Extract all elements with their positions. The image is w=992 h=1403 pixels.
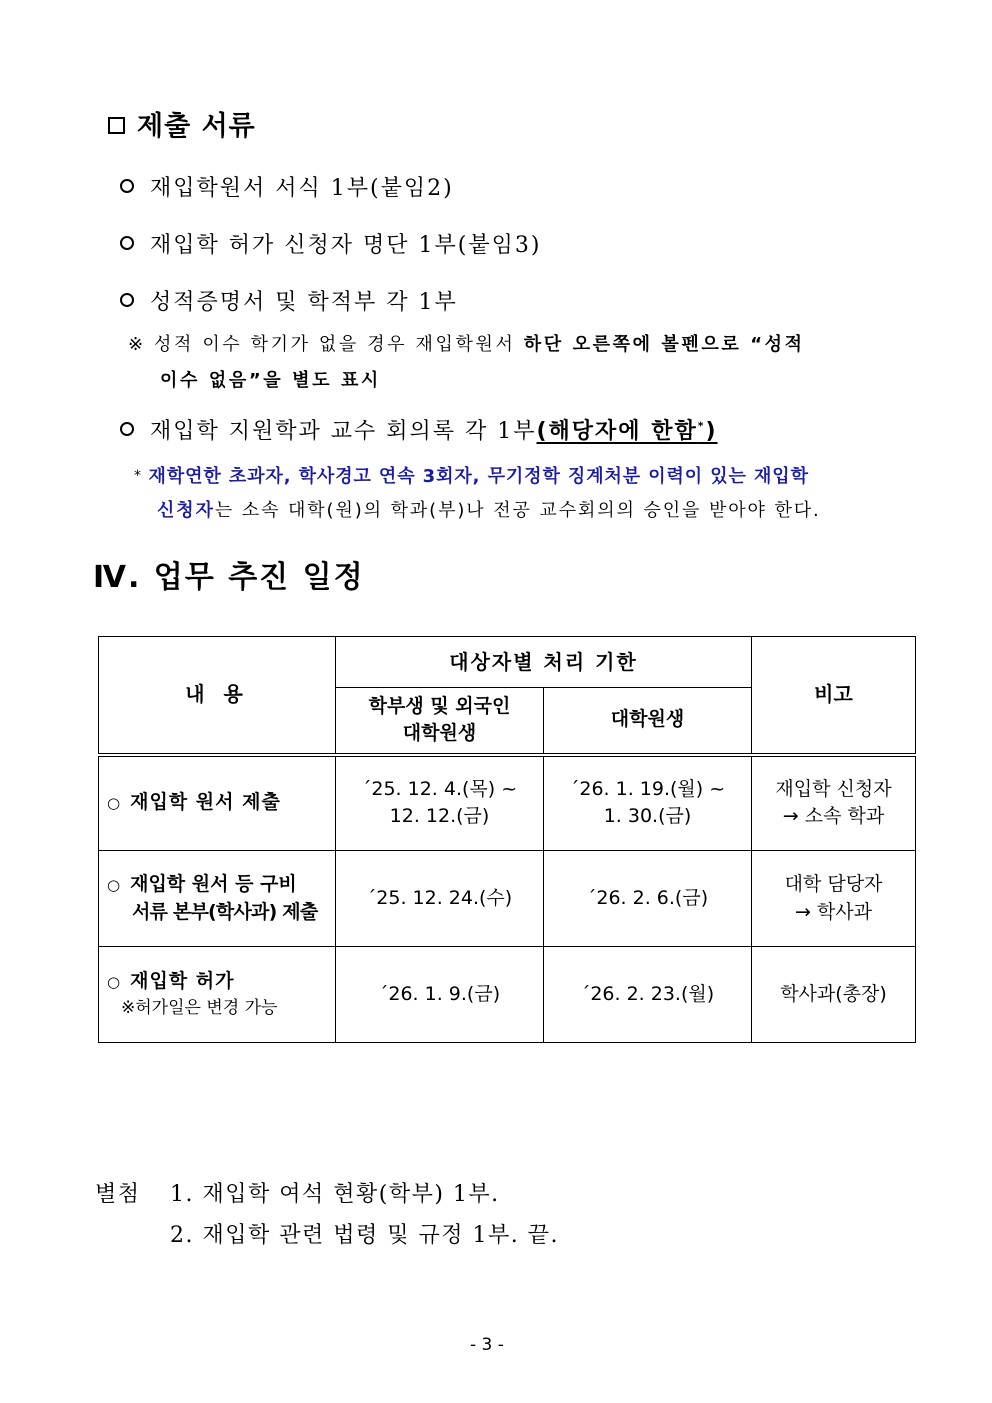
row-content-text: 재입학 허가 [130,970,235,993]
header-grad: 대학원생 [544,688,752,755]
note-line-1 [128,330,805,356]
row-content-text: 재입학 원서 등 구비 [130,872,297,895]
header-content: 내 용 [99,637,336,755]
document-item [120,414,718,445]
emphasis-close: ) [705,419,718,444]
footnote-text: 는 소속 대학(원)의 학과(부)나 전공 교수회의의 승인을 받아야 한다. [214,500,821,521]
attachments-label: 별첨 [95,1182,141,1207]
document-item [120,285,458,316]
row-undergrad-date: ´25. 12. 24.(수) [336,851,544,947]
header-remark: 비고 [752,637,916,755]
row-grad-date: ´26. 2. 6.(금) [544,851,752,947]
emphasis-text: (해당자에 한함 [536,419,698,444]
footnote-mark: * [134,468,142,484]
remark-line: 대학 담당자 [784,872,883,895]
row-undergrad-date [336,755,544,851]
row-remark [752,851,916,947]
row-bullet: ○ [107,794,121,813]
row-remark [752,755,916,851]
reference-mark: ※ [128,334,146,355]
row-grad-date [544,755,752,851]
circle-bullet-icon [120,236,134,250]
date-line: 12. 12.(금) [389,805,490,828]
schedule-table [98,636,916,1043]
date-line: ´25. 12. 4.(목) ~ [361,777,518,800]
row-content-note: ※허가일은 변경 가능 [121,997,278,1018]
table-row [99,755,916,851]
remark-line: → 학사과 [794,900,873,923]
circle-bullet-icon [120,179,134,193]
row-content-text: 재입학 원서 제출 [130,791,281,814]
row-content [99,851,336,947]
header-undergrad-line: 대학원생 [402,722,477,745]
row-undergrad-date: ´26. 1. 9.(금) [336,947,544,1043]
table-row [99,851,916,947]
footnote-line-2 [157,496,821,522]
document-item-text: 재입학 허가 신청자 명단 1부(붙임3) [150,233,542,258]
section-title [108,104,256,143]
section-title-text: 제출 서류 [137,111,256,142]
document-item-emphasis [537,419,718,444]
circle-bullet-icon [120,293,134,307]
header-undergrad [336,688,544,755]
date-line: 1. 30.(금) [603,805,692,828]
row-content-text: 서류 본부(학사과) 제출 [132,900,318,923]
header-deadline: 대상자별 처리 기한 [336,637,752,688]
row-grad-date: ´26. 2. 23.(월) [544,947,752,1043]
row-content [99,947,336,1043]
row-content [99,755,336,851]
remark-line: 재입학 신청자 [775,777,892,800]
row-remark: 학사과(총장) [752,947,916,1043]
date-line: ´26. 1. 19.(월) ~ [569,777,726,800]
note-text: 성적 이수 학기가 없을 경우 재입학원서 [154,334,524,355]
note-text-bold: 하단 오른쪽에 볼펜으로 “성적 [523,334,805,355]
footnote-line-1 [134,462,809,488]
chapter-title: Ⅳ. 업무 추진 일정 [93,560,365,595]
footnote-text-blue: 신청자 [157,500,215,521]
document-item-text: 재입학원서 서식 1부(붙임2) [150,176,454,201]
table-row [99,947,916,1043]
footnote-text-blue: 재학연한 초과자, 학사경고 연속 3회자, 무기정학 징계처분 이력이 있는 재입학 [148,466,809,487]
document-item-text: 재입학 지원학과 교수 회의록 각 1부 [150,419,537,444]
row-bullet: ○ [107,973,121,992]
note-line-2: 이수 없음”을 별도 표시 [160,370,381,391]
table-header-row [99,637,916,688]
header-undergrad-line: 학부생 및 외국인 [368,694,511,717]
page-number: - 3 - [470,1335,504,1355]
remark-line: → 소속 학과 [782,805,885,828]
document-item [120,171,454,202]
attachment-item: 1. 재입학 여석 현황(학부) 1부. [170,1182,500,1207]
document-item [120,228,541,259]
footnote-marker: * [697,419,706,433]
checkbox-square-icon [108,117,125,134]
row-bullet: ○ [107,875,121,894]
attachment-item: 2. 재입학 관련 법령 및 규정 1부. 끝. [170,1223,559,1248]
circle-bullet-icon [120,422,134,436]
document-item-text: 성적증명서 및 학적부 각 1부 [150,290,458,315]
